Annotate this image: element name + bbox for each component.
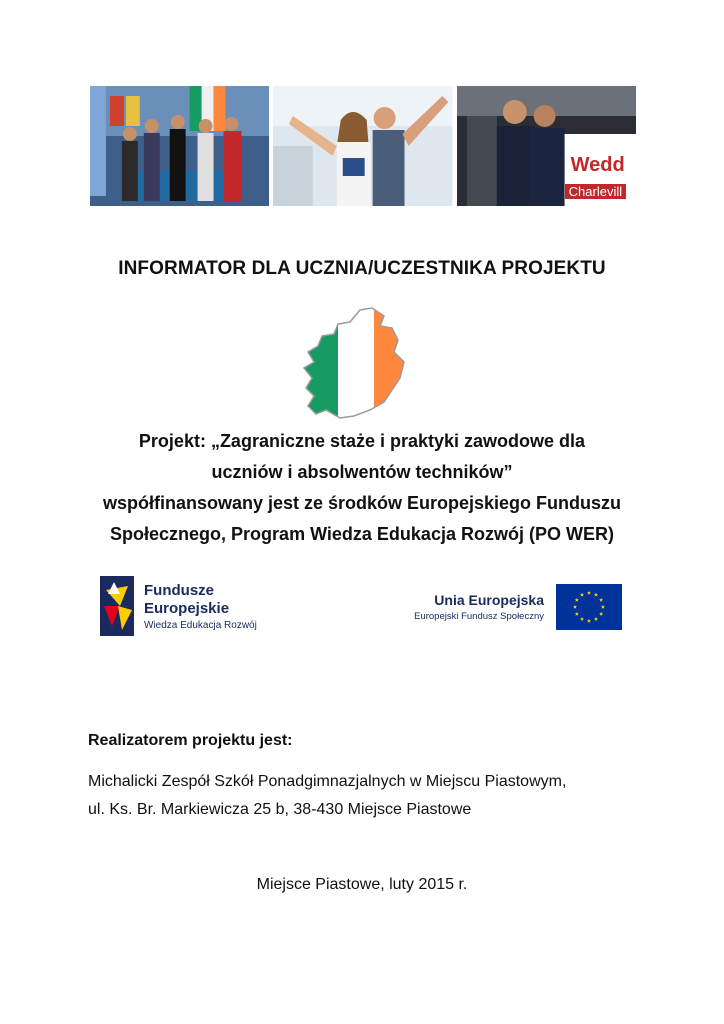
realizator-label: Realizatorem projektu jest: [88, 732, 293, 749]
address-line: ul. Ks. Br. Markiewicza 25 b, 38-430 Miejsce Piastowe [88, 801, 472, 818]
boys-photo [457, 86, 636, 206]
students-photo [273, 86, 452, 206]
sign-text: Wedd [570, 154, 625, 176]
photo-strip [90, 86, 636, 206]
address-line: Michalicki Zespół Szkół Ponadgimnazjalnych w Miejscu Piastowym, [88, 773, 567, 790]
sign-subtext: Charlevill [565, 184, 626, 199]
ireland-flag-map-icon [300, 306, 412, 422]
flag-green-stripe [300, 306, 338, 422]
project-line: Społecznego, Program Wiedza Edukacja Rozwój (PO WER) [110, 524, 614, 544]
eu-flag-icon [556, 584, 622, 630]
place-date: Miejsce Piastowe, luty 2015 r. [256, 876, 468, 893]
unia-europejska-logo [404, 584, 626, 632]
unia-line1: Unia Europejska [434, 592, 544, 608]
project-description [40, 426, 684, 550]
realizator-address [88, 768, 566, 824]
fundusze-europejskie-logo [100, 574, 290, 638]
fundusze-line2: Europejskie [144, 600, 230, 617]
project-line: uczniów i absolwentów techników” [211, 462, 513, 482]
unia-line2: Europejski Fundusz Społeczny [414, 611, 544, 622]
project-line: Projekt: „Zagraniczne staże i praktyki zawodowe dla [138, 431, 586, 451]
group-photo [90, 86, 269, 206]
fundusze-subtitle: Wiedza Edukacja Rozwój [144, 620, 257, 631]
fundusze-europejskie-icon [100, 576, 134, 636]
document-title: INFORMATOR DLA UCZNIA/UCZESTNIKA PROJEKTU [118, 258, 606, 279]
project-line: współfinansowany jest ze środków Europejskiego Funduszu [102, 493, 622, 513]
fundusze-line1: Fundusze [144, 582, 214, 599]
